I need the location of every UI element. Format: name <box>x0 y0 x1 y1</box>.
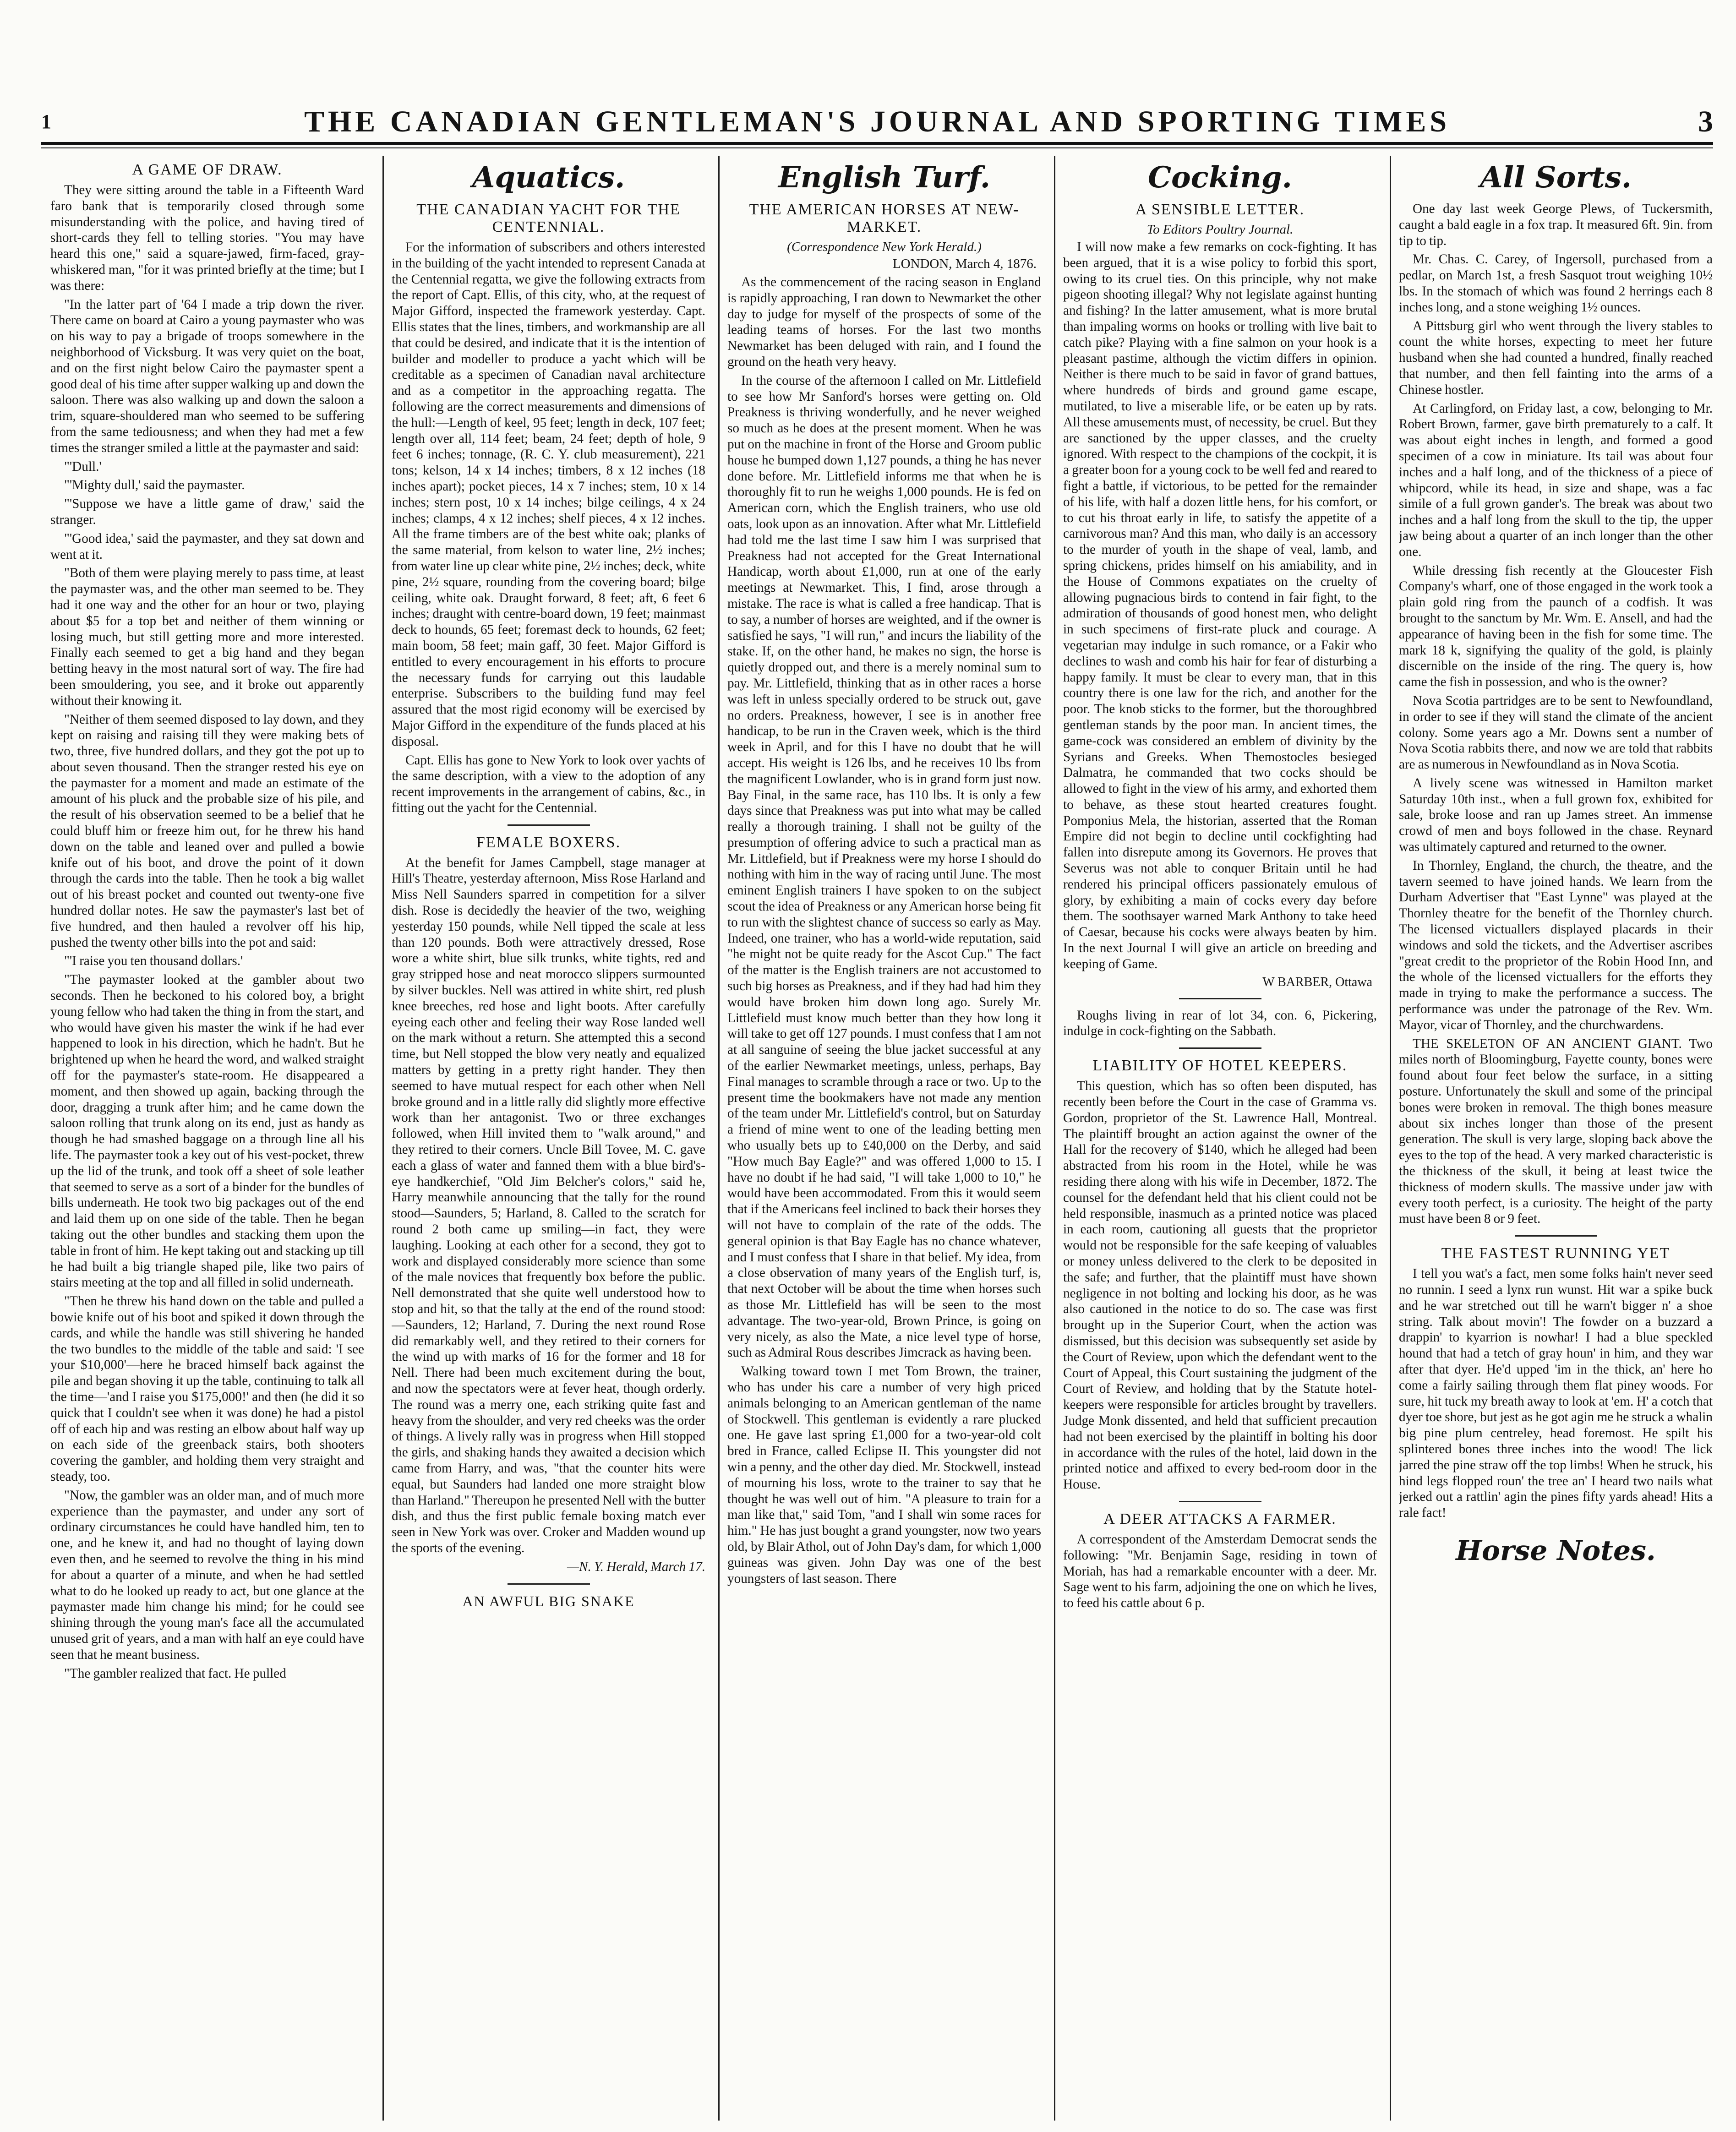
paragraph: Walking toward town I met Tom Brown, the trainer, who has under his care a number of very high priced animals belonging to an American gentleman of the name of Stockwell. This gentleman is evidently a rare plucked one. He gave last spring £1,000 for a two-year-old colt bred in France, called Eclipse II. This youngster did not win a penny, and the other day died. Mr. Stockwell, instead of mourning his loss, wrote to the trainer to say that he thought he was well out of him. "A pleasure to train for a man like that," said Tom, "and I shall win some races for him." He has just bought a grand youngster, now two years old, by Blair Athol, out of John Day's dam, for which 1,000 guineas was given. John Day was one of the best youngsters of last season. There <box>727 1364 1041 1586</box>
paragraph: One day last week George Plews, of Tuckersmith, caught a bald eagle in a fox trap. It measured 6ft. 9in. from tip to tip. <box>1399 202 1713 248</box>
left-margin-mark: 1 <box>41 110 51 133</box>
paragraph: A correspondent of the Amsterdam Democrat sends the following: "Mr. Benjamin Sage, residing in town of Moriah, has had a remarkable encounter with a deer. Mr. Sage went to his farm, adjoining the one on which he lives, to feed his cattle about 6 p. <box>1063 1532 1377 1611</box>
column-3 <box>727 156 1041 2121</box>
paragraph: At the benefit for James Campbell, stage manager at Hill's Theatre, yesterday afternoon, Miss Rose Harland and Miss Nell Saunders sparred in competition for a silver dish. Rose is decidedly the heavier of the two, weighing yesterday 150 pounds, while Nell tipped the scale at less than 120 pounds. Both were attractively dressed, Rose wore a white shirt, blue silk trunks, white tights, red and gray stripped hose and neat morocco slippers surmounted by silver buckles. Nell was attired in white shirt, red plush knee breeches, red hose and light boots. After carefully eyeing each other and feeling their way Rose landed well on the mark without a return. She attempted this a second time, but Nell stopped the blow very neatly and equalized matters by getting in a pretty right hander. They then seemed to have mutual respect for each other when Nell broke ground and in a little rally did slightly more effective work than her antagonist. Two or three exchanges followed, when Hill invited them to "walk around," and they retired to their corners. Uncle Bill Tovee, M. C. gave each a glass of water and fanned them with a blue bird's-eye handkerchief, "Old Jim Belcher's colors," said he, Harry meanwhile announcing that the tally for the round stood—Saunders, 5; Harland, 8. Called to the scratch for round 2 both came up smiling—in fact, they were laughing. Looking at each other for a second, they got to work and displayed considerably more science than some of the male novices that frequently box before the public. Nell demonstrated that she quite well understood how to stop and hit, so that the tally at the end of the round stood:—Saunders, 12; Harland, 7. During the next round Rose did remarkably well, and they retired to their corners for the wind up with marks of 16 for the former and 18 for Nell. There had been much excitement during the bout, and now the spectators were at fever heat, though orderly. The round was a merry one, each striking quite fast and heavy from the shoulder, and very red cheeks was the order of things. A lively rally was in progress when Hill stopped the girls, and shaking hands they awaited a decision which came from Harry, and was, "that the counter hits were equal, but Saunders had landed one more straight blow than Harland." Thereupon he presented Nell with the butter dish, and thus the first public female boxing match ever seen in New York was over. Croker and Madden wound up the sports of the evening. <box>392 855 705 1555</box>
paragraph: "'Dull.' <box>64 459 102 474</box>
paragraph: In Thornley, England, the church, the theatre, and the tavern seemed to have joined hands. We learn from the Durham Advertiser that "East Lynne" was played at the Thornley theatre for the benefit of the Thornley church. The licensed victuallers displayed placards in their windows and sold the tickets, and the Advertiser ascribes "great credit to the proprietor of the Robin Hood Inn, and the whole of the licensed victuallers for the efforts they made in trying to make the performance a success. The performance was under the patronage of the Rev. Wm. Mayor, vicar of Thornley, and the churchwardens. <box>1399 858 1713 1032</box>
paragraph: Mr. Chas. C. Carey, of Ingersoll, purchased from a pedlar, on March 1st, a fresh Sasquot trout weighing 10½ lbs. In the stomach of which was found 2 herrings each 8 inches long, and a stone weighing 1½ ounces. <box>1399 252 1713 315</box>
section-rule <box>508 1583 590 1585</box>
paragraph: "Now, the gambler was an older man, and of much more experience than the paymaster, and under any sort of ordinary circumstances he could have handled him, ten to one, and he knew it, and had no thought of laying down even then, and he seemed to revolve the thing in his mind for about a quarter of a minute, and when he had settled what to do he looked up ready to act, but one glance at the paymaster made him change his mind; for he could see shining through the young man's face all the accumulated unused grit of years, and a man with half an eye could have seen that he meant business. <box>50 1488 364 1662</box>
article-salutation: To Editors Poultry Journal. <box>1146 222 1294 237</box>
section-title: English Turf. <box>778 160 991 195</box>
section-rule <box>1179 1047 1261 1049</box>
signature: W BARBER, Ottawa <box>1262 975 1372 989</box>
column-divider <box>382 156 384 2121</box>
news-note: Roughs living in rear of lot 34, con. 6, Pickering, indulge in cock-fighting on the Sabbath. <box>1063 1008 1377 1039</box>
paragraph: They were sitting around the table in a Fifteenth Ward faro bank that is temporarily closed through some misunderstanding with the police, and having tired of short-cards they fell to telling stories. "You may have heard this one," said a square-jawed, firm-faced, gray-whiskered man, "for it was printed briefly at the time; but I was there: <box>50 183 364 293</box>
article-heading: A GAME OF DRAW. <box>132 161 283 178</box>
section-title: Horse Notes. <box>1456 1534 1656 1567</box>
section-title: Aquatics. <box>472 160 625 195</box>
article-heading: THE FASTEST RUNNING YET <box>1441 1245 1670 1262</box>
paragraph: While dressing fish recently at the Gloucester Fish Company's wharf, one of those engaged in the work took a plain gold ring from the paunch of a codfish. It was brought to the sanctum by Mr. Wm. E. Ansell, and had the appearance of having been in the fish for some time. The mark 18 k, signifying the quality of the gold, is plainly discernible on the inside of the ring. The query is, how came the fish in possession, and who is the owner? <box>1399 563 1713 690</box>
section-rule <box>1515 1235 1597 1237</box>
article-credit: —N. Y. Herald, March 17. <box>567 1559 705 1574</box>
paragraph: This question, which has so often been disputed, has recently been before the Court in the case of Gramma vs. Gordon, proprietor of the St. Lawrence Hall, Montreal. The plaintiff brought an action against the owner of the Hall for the recovery of $140, which he alleged had been abstracted from his room in the Hotel, while he was residing there along with his wife in December, 1872. The counsel for the defendant held that his client could not be held responsible, inasmuch as a printed notice was placed in each room, cautioning all guests that the proprietor would not be responsible for the safe keeping of valuables or money unless delivered to the clerk to be deposited in the safe; and further, that the plaintiff must have shown negligence in not bolting and locking his door, as he was also cautioned in the notice to do so. The case was first brought up in the Superior Court, when the action was dismissed, but this decision was subsequently set aside by the Court of Review, upon which the defendant went to the Court of Appeal, this Court sustaining the judgment of the Court of Review, and holding that by the Statute hotel-keepers were responsible for articles brought by travellers. Judge Monk dissented, and held that sufficient precaution had not been exercised by the plaintiff in bolting his door in accordance with the rules of the hotel, laid down in the printed notice and affixed to every bed-room door in the House. <box>1063 1079 1377 1492</box>
paragraph: As the commencement of the racing season in England is rapidly approaching, I ran down to Newmarket the other day to judge for myself of the prospects of some of the leading teams of horses. For the last two months Newmarket has been deluged with rain, and I found the ground on the heath very heavy. <box>727 275 1041 369</box>
paragraph: I tell you wat's a fact, men some folks hain't never seed no runnin. I seed a lynx run wunst. Hit war a spike buck and he war stretched out till he warn't bigger n' a shoe string. Talk about movin'! The fowder on a buzzard a drappin' to kyarrion is nowhar! I had a blue speckled hound that had a tetch of gray houn' in him, and they war after that dyer. He'd upped 'im in the thick, an' here ho come a fairly sailing through them flat piney woods. For sure, hit tuck my breath away to look at 'em. H' a cotch that dyer toe shore, but jest as he got agin me he struck a whalin big pine plum centreley, head foremost. He spilt his splintered bones three inches into the wood! The lick jarred the pine straw off the top limbs! When he struck, his hind legs flopped roun' the tree an' I heard two nails what jerked out a rattlin' agin the pines fifty yards ahead! Hits a rale fact! <box>1399 1266 1713 1521</box>
section-rule <box>508 824 590 826</box>
paragraph: "'I raise you ten thousand dollars.' <box>64 954 243 969</box>
masthead-rule-thin <box>41 147 1713 148</box>
paragraph: "The gambler realized that fact. He pulled <box>64 1666 286 1681</box>
article-heading: A DEER ATTACKS A FARMER. <box>1103 1510 1337 1527</box>
article-heading: AN AWFUL BIG SNAKE <box>462 1592 635 1609</box>
paragraph: For the information of subscribers and others interested in the building of the yacht intended to represent Canada at the Centennial regatta, we give the following extracts from the report of Capt. Ellis, of this city, who, at the request of Major Gifford, inspected the framework yesterday. Capt. Ellis states that the lines, timbers, and workmanship are all that could be desired, and indicate that it is the intention of builder and modeller to produce a yacht which will be creditable as a specimen of Canadian naval architecture and as a competitor in the approaching regatta. The following are the correct measurements and dimensions of the hull:—Length of keel, 95 feet; length in deck, 107 feet; length over all, 114 feet; beam, 24 feet; depth of hole, 9 feet 6 inches; tonnage, (R. C. Y. club measurement), 221 tons; kelson, 14 x 14 inches; timbers, 8 x 12 inches (18 inches apart); pocket pieces, 14 x 7 inches; stem, 10 x 14 inches; stern post, 10 x 14 inches; bilge ceilings, 4 x 24 inches; clamps, 4 x 12 inches; shelf pieces, 4 x 12 inches. All the frame timbers are of the best white oak; planks of the same material, from kelson to water line, 2½ inches; from water line up clear white pine, 2½ inches; deck, white pine, 2½ square, rounding from the covering board; bilge ceiling, white oak. Draught forward, 8 feet; aft, 6 feet 6 inches; draught with centre-board down, 19 feet; mainmast deck to hounds, 65 feet; foremast deck to hounds, 62 feet; main boom, 58 feet; main gaff, 30 feet. Major Gifford is entitled to every encouragement in his efforts to procure the necessary funds for carrying out this laudable enterprise. Subscribers to the building fund may feel assured that the most rigid economy will be exercised by Major Gifford in the expenditure of the funds placed at his disposal. <box>392 240 705 749</box>
paragraph: In the course of the afternoon I called on Mr. Littlefield to see how Mr Sanford's horses were getting on. Old Preakness is thriving wonderfully, and he never weighed so much as he does at the present moment. When he was put on the machine in front of the Horse and Groom public house he bumped down 1,127 pounds, a thing he has never done before. Mr. Littlefield informs me that when he is thoroughly fit to run he weighs 1,000 pounds. He is fed on American corn, which the English trainers, who use old oats, look upon as an innovation. After what Mr. Littlefield had told me the last time I saw him I was surprised that Preakness had not accepted for the Great International Handicap, worth about £1,000, run at one of the early meetings at Newmarket. This, I find, arose through a mistake. The race is what is called a free handicap. That is to say, a number of horses are weighted, and if the owner is satisfied he says, "I will run," and incurs the liability of the stake. If, on the other hand, he makes no sign, the horse is quietly dropped out, and there is a merely nominal sum to pay. Mr. Littlefield, thinking that as in other races a horse was left in unless specially ordered to be struck out, gave no orders. Preakness, however, I see is in another free handicap, to be run in the Craven week, which is the third week in April, and for this I have no doubt that he will accept. His weight is 126 lbs, and he receives 10 lbs from the magnificent Lowlander, who is in grand form just now. Bay Final, in the same race, has 110 lbs. It is only a few days since that Preakness was put into what may be called really a thorough training. I shall not be guilty of the presumption of offering advice to such a practical man as Mr. Littlefield, but if Preakness were my horse I should do nothing with him in the way of racing until June. The most eminent English trainers I have spoken to on the subject scout the idea of Preakness or any American horse being fit to run with the slightest chance of success so early as May. Indeed, one trainer, who has a world-wide reputation, said "he might not be quite ready for the Ascot Cup." The fact of the matter is the English trainers are not accustomed to such big horses as Preakness, and if they had had him they would have broken him down long ago. Surely Mr. Littlefield must know much better than they how long it will take to get off 127 pounds. I must confess that I am not at all sanguine of seeing the blue jacket successful at any of the earlier Newmarket meetings, unless, perhaps, Bay Final manages to scramble through a race or two. Up to the present time the bookmakers have not made any mention of the team under Mr. Littlefield's control, but on Saturday a friend of mine went to one of the leading betting men who usually bets up to £40,000 on the Derby, and said "How much Bay Eagle?" and was offered 1,000 to 15. I have no doubt if he had said, "I will take 1,000 to 10," he would have been accommodated. From this it would seem that if the Americans feel inclined to back their horses they will not have to complain of the rate of the odds. The general opinion is that Bay Eagle has no chance whatever, and I must confess that I share in that belief. My idea, from a close observation of many years of the English turf, is, that next October will be about the time when horses such as those Mr. Littlefield has will be seen to the most advantage. The two-year-old, Brown Prince, is going on very nicely, as also the Mate, a nice level type of horse, such as Admiral Rous describes Jimcrack as having been. <box>727 373 1041 1360</box>
article-body <box>50 182 364 1681</box>
article-source: (Correspondence New York Herald.) <box>787 240 982 254</box>
article-heading: THE AMERICAN HORSES AT NEW-MARKET. <box>749 201 1020 235</box>
section-title: All Sorts. <box>1479 160 1632 195</box>
page-number: 3 <box>1698 105 1713 138</box>
paragraph: A Pittsburg girl who went through the livery stables to count the white horses, expecting to meet her future husband when she had counted a hundred, finally reached that number, and then fell fainting into the arms of a Chinese hostler. <box>1399 318 1713 397</box>
masthead <box>41 96 1713 137</box>
paragraph: "In the latter part of '64 I made a trip down the river. There came on board at Cairo a young paymaster who was on his way to pay a brigade of troops somewhere in the neighborhood of Vicksburg. It was very quiet on the boat, and on the first night below Cairo the paymaster spent a good deal of his time after supper walking up and down the saloon. There was also walking up and down the saloon a trim, square-shouldered man who seemed to be suffering from the same tediousness; and when they had met a few times the stranger smiled a little at the paymaster and said: <box>50 297 364 455</box>
paragraph: I will now make a few remarks on cock-fighting. It has been argued, that it is a wise policy to forbid this sport, owing to its cruel ties. On this principle, why not make pigeon shooting illegal? Why not legislate against hunting and fishing? In the latter amusement, what is more brutal than impaling worms on hooks or trolling with live bait to catch pike? Playing with a fine salmon on your hook is a pleasant pastime, although the victim differs in opinion. Neither is there much to be said in favor of grand battues, where hundreds of birds and ground game escape, mutilated, to live a miserable life, or be eaten up by rats. All these amusements must, of necessity, be cruel. But they are sanctioned by the upper classes, and the cruelty ignored. With respect to the champions of the cockpit, it is a greater boon for a young cock to be well fed and reared to fight a battle, if victorious, to be petted for the remainder of his life, with half a dozen little hens, for his comfort, or to cut his throat early in life, to satisfy the appetite of a carnivorous man? And this man, who daily is an accessory to the murder of youth in the shape of veal, lamb, and spring chickens, prides himself on his amiability, and in the House of Commons expatiates on the cruelty of allowing pugnacious birds to contend in fair fight, to the admiration of thousands of good honest men, who delight in such specimens of first-rate pluck and courage. A vegetarian may indulge in such romance, or a Fakir who declines to wash and comb his hair for fear of disturbing a happy family. It must be clear to every man, that in this country there is one law for the rich, and another for the poor. The knob sticks to the former, but the thoroughbred gentleman stands by the poor man. In ancient times, the game-cock was considered an emblem of divinity by the Syrians and Greeks. When Themostocles besieged Dalmatra, he commanded that two cocks should be allowed to fight in the view of his army, and exhorted them to behave, as these stout hearted creatures fought. Pomponius Mela, the historian, asserted that the Roman Empire did not begin to decline until cockfighting had fallen into disrepute among its Governors. He proves that Severus was not able to conquer Britain until he had rendered his principal officers passionately emulous of glory, by exhibiting a main of cocks every day before them. The soothsayer warned Mark Anthony to take heed of Caesar, because his cocks were always beaten by him. In the next Journal I will give an article on breeding and keeping of Game. <box>1063 240 1377 971</box>
paragraph: "'Suppose we have a little game of draw,' said the stranger. <box>50 496 364 527</box>
newspaper-title: THE CANADIAN GENTLEMAN'S JOURNAL AND SPORTING TIMES <box>304 105 1451 138</box>
paragraph: "Both of them were playing merely to pass time, at least the paymaster was, and the other man seemed to be. They had it one way and the other for an hour or two, playing about $5 for a top bet and neither of them winning or losing much, but still getting more and more interested. Finally each seemed to get a big hand and they began betting heavy in the most natural sort of way. The fire had been smouldering, you see, and it broke out apparently without their knowing it. <box>50 566 364 708</box>
paragraph: THE SKELETON OF AN ANCIENT GIANT. Two miles north of Bloomingburg, Fayette county, bones were found about four feet below the surface, in a sitting posture. Unfortunately the skull and some of the principal bones were broken in removal. The thigh bones measure about six inches longer than those of the present generation. The skull is very large, sloping back above the eyes to the top of the head. A very marked characteristic is the thickness of the skull, it being at least twice the thickness of modern skulls. The massive under jaw with every tooth perfect, is a curiosity. The height of the party must have been 8 or 9 feet. <box>1399 1036 1713 1227</box>
paragraph: At Carlingford, on Friday last, a cow, belonging to Mr. Robert Brown, farmer, gave birth prematurely to a calf. It was about eight inches in length, and formed a good specimen of a cow in miniature. Its tail was about four inches and a half long, and of the thickness of a piece of whipcord, while its head, in size and shape, was a fac simile of a full grown gander's. The break was about two inches and a half long from the skull to the tip, the upper jaw being about a quarter of an inch longer than the other one. <box>1399 401 1713 559</box>
article-heading: A SENSIBLE LETTER. <box>1135 201 1305 218</box>
column-divider <box>1390 156 1391 2121</box>
column-1 <box>50 156 364 2121</box>
paragraph: Capt. Ellis has gone to New York to look over yachts of the same description, with a view to the adoption of any recent improvements in the arrangement of cabins, &c., in fitting out the yacht for the Centennial. <box>392 752 705 815</box>
article-heading: THE CANADIAN YACHT FOR THE CENTENNIAL. <box>416 201 681 235</box>
section-title: Cocking. <box>1148 160 1292 195</box>
paragraph: "The paymaster looked at the gambler about two seconds. Then he beckoned to his colored boy, a bright young fellow who had taken the thing in from the start, and who would have given his master the wink if he had ever happened to look in his direction, which he hadn't. But he brightened up when he heard the word, and walked straight off for the paymaster's state-room. He disappeared a moment, and then showed up again, backing through the door, dragging a trunk after him; and he came down the saloon rolling that trunk along on its end, just as handy as though he had smashed baggage on a through line all his life. The paymaster took a key out of his vest-pocket, threw up the lid of the trunk, and took off a sheet of sole leather that seemed to serve as a sort of a binder for the bundles of bills underneath. He took two big packages out of the end and laid them up on one side of the table. Then he began taking out the other bundles and stacking them upon the table in front of him. He kept taking out and stacking up till he had built a big triangle shaped pile, like two pairs of stairs meeting at the top and all filled in solid underneath. <box>50 972 364 1290</box>
dateline: LONDON, March 4, 1876. <box>892 256 1037 271</box>
masthead-rule <box>41 142 1713 145</box>
section-rule <box>1179 998 1261 999</box>
article-heading: LIABILITY OF HOTEL KEEPERS. <box>1092 1057 1348 1074</box>
paragraph: Nova Scotia partridges are to be sent to Newfoundland, in order to see if they will stand the climate of the ancient colony. Some years ago a Mr. Downs sent a number of Nova Scotia rabbits there, and now we are told that rabbits are as numerous in Newfoundland as in Nova Scotia. <box>1399 693 1713 772</box>
paragraph: "Neither of them seemed disposed to lay down, and they kept on raising and raising till they were making bets of two, three, five hundred dollars, and they got the pot up to about seven thousand. Then the stranger rested his eye on the paymaster for a moment and made an estimate of the amount of his pluck and the probable size of his pile, and the result of his observation seemed to be a belief that he could bluff him or freeze him out, for he threw his hand down on the table and leaned over and pulled a bowie knife out of his boot, and drove the point of it down through the cards into the table. Then he took a big wallet out of his breast pocket and counted out twenty-one five hundred dollar notes. He saw the paymaster's last bet of five hundred, and then hauled a revolver off his hip, pushed the twenty other bills into the pot and said: <box>50 712 364 950</box>
column-4 <box>1063 156 1377 2121</box>
paragraph: "'Good idea,' said the paymaster, and they sat down and went at it. <box>50 531 364 562</box>
column-divider <box>718 156 720 2121</box>
section-rule <box>1179 1501 1261 1502</box>
column-2 <box>392 156 705 2121</box>
paragraph: A lively scene was witnessed in Hamilton market Saturday 10th inst., when a full grown fox, exhibited for sale, broke loose and ran up James street. An immense crowd of men and boys followed in the chase. Reynard was ultimately captured and returned to the owner. <box>1399 775 1713 855</box>
paragraph: "'Mighty dull,' said the paymaster. <box>64 478 245 493</box>
column-divider <box>1054 156 1055 2121</box>
column-5 <box>1399 156 1713 2121</box>
article-heading: FEMALE BOXERS. <box>476 834 621 851</box>
paragraph: "Then he threw his hand down on the table and pulled a bowie knife out of his boot and spiked it down through the cards, and while the handle was still shivering he handed the two bundles to the middle of the table and said: 'I see your $10,000'—here he braced himself back against the pile and began shoving it up the table, continuing to talk all the time—'and I raise you $175,000!' and then (he did it so quick that I couldn't see when it was done) he had a pistol off of each hip and was resting an elbow about half way up on each side of the greenback stairs, both shooters covering the gambler, and holding them very straight and steady, too. <box>50 1294 364 1484</box>
